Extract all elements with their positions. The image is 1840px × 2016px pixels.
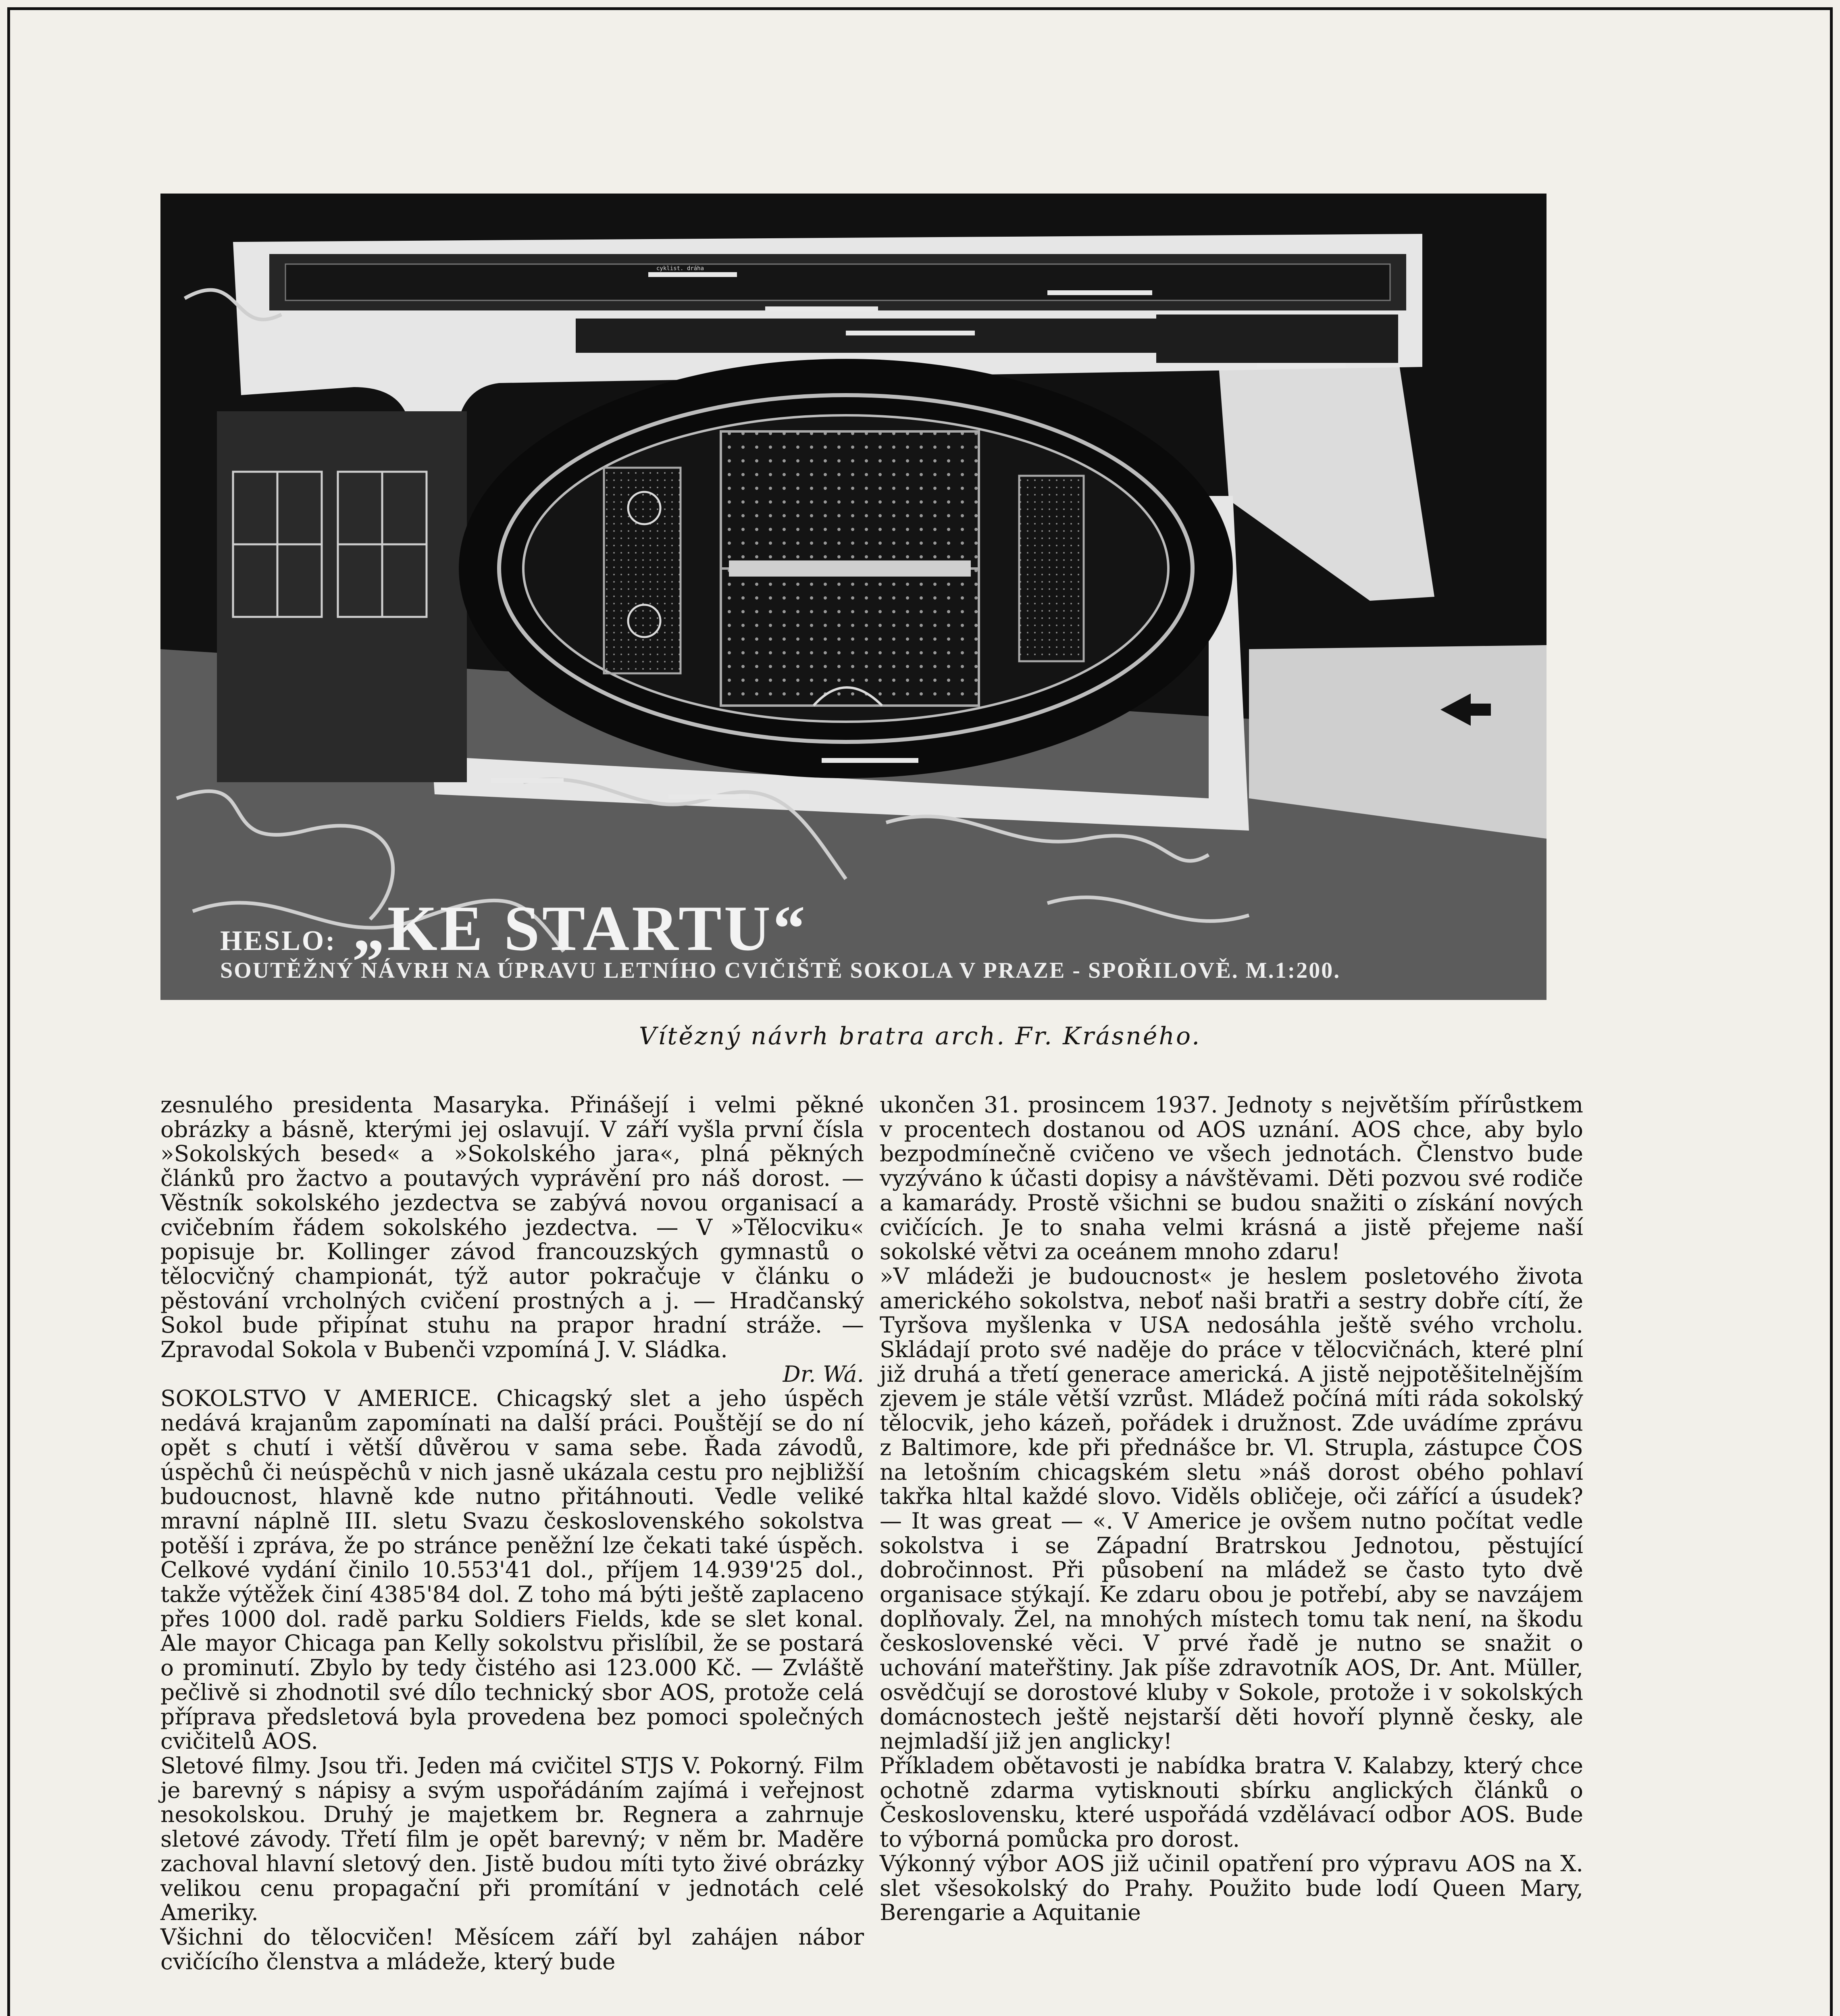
paragraph: »V mládeži je budoucnost« je heslem posletového života amerického sokolstva, neboť naši bratři a sestry dobře cítí, že Tyršova myšlenka v USA nedosáhla ještě svého vrcholu. Skládají proto své naděje do práce v tělocvičnách, které plní již druhá a třetí generace americká. A jistě nejpotěšitelnějším zjevem je stále větší vzrůst. Mládež počíná míti ráda sokolský tělocvik, jeho kázeň, pořádek i družnost. Zde uvádíme zprávu z Baltimore, kde při přednášce br. Vl. Strupla, zástupce ČOS na letošním chicagském sletu »náš dorost obého pohlaví takřka hltal každé slovo. Viděls obličeje, oči zářící a úsudek? — It was great — «. V Americe je ovšem nutno počítat vedle sokolstva i se Západní Bratrskou Jednotou, pěstující dobročinnost. Při působení na mládež se často tyto dvě organisace stýkají. Ke zdaru obou je potřebí, aby se navzájem doplňovaly. Žel, na mnohých místech tomu tak není, na škodu československé věci. V prvé řadě je nutno se snažit o uchování mateřštiny. Jak píše zdravotník AOS, Dr. Ant. Müller, osvědčují se dorostové kluby v Sokole, protože i v sokolských domácnostech ještě nejstarší děti hovoří plynně česky, ale nejmladší již jen anglicky!	[880, 1263, 1583, 1754]
site-plan-drawing	[160, 194, 1547, 1000]
right-column	[880, 1093, 1583, 1925]
paragraph: SOKOLSTVO V AMERICE. Chicagský slet a jeho úspěch nedává krajanům zapomínati na další práci. Pouštějí se do ní opět s chutí i větší důvěrou v sama sebe. Řada závodů, úspěchů či neúspěchů v nich jasně ukázala cestu pro nejbližší budoucnost, hlavně kde nutno přitáhnouti. Vedle veliké mravní náplně III. sletu Svazu československého sokolstva potěší i zpráva, že po stránce peněžní lze čekati také úspěch. Celkové vydání činilo 10.553'41 dol., příjem 14.939'25 dol., takže výtěžek činí 4385'84 dol. Z toho má býti ještě zaplaceno přes 1000 dol. radě parku Soldiers Fields, kde se slet konal. Ale mayor Chicaga pan Kelly sokolstvu přislíbil, že se postará o prominutí. Zbylo by tedy čistého asi 123.000 Kč. — Zvláště pečlivě si zhodnotil své dílo technický sbor AOS, protože celá příprava předsletová byla provedena bez pomoci společných cvičitelů AOS.	[160, 1385, 864, 1754]
plan-subtitle: SOUTĚŽNÝ NÁVRH NA ÚPRAVU LETNÍHO CVIČIŠTĚ SOKOLA V PRAZE - SPOŘILOVĚ. M.1:200.	[220, 958, 1341, 983]
motto-text: „KE STARTU“	[352, 892, 808, 964]
paragraph: Všichni do tělocvičen! Měsícem září byl zahájen nábor cvičícího členstva a mládeže, který bude	[160, 1924, 864, 1974]
left-column	[160, 1093, 864, 1974]
author-signature: Dr. Wá.	[783, 1361, 864, 1387]
svg-text:cyklist. dráha: cyklist. dráha	[656, 265, 704, 272]
figure-caption: Vítězný návrh bratra arch. Fr. Krásného.	[639, 1022, 1201, 1050]
paragraph: Příkladem obětavosti je nabídka bratra V. Kalabzy, který chce ochotně zdarma vytisknouti sbírku anglických článků o Československu, které uspořádá vzdělávací odbor AOS. Bude to výborná pomůcka pro dorost.	[880, 1752, 1583, 1852]
motto-heading	[220, 891, 808, 966]
paragraph: zesnulého presidenta Masaryka. Přinášejí i velmi pěkné obrázky a básně, kterými jej oslavují. V září vyšla první čísla »Sokolských besed« a »Sokolského jara«, plná pěkných článků pro žactvo a poutavých vyprávění pro náš dorost. — Věstník sokolského jezdectva se zabývá novou organisací a cvičebním řádem sokolského jezdectva. — V »Tělocviku« popisuje br. Kollinger závod francouzských gymnastů o tělocvičný championát, týž autor pokračuje v článku o pěstování vrcholných cvičení prostných a j. — Hradčanský Sokol bude připínat stuhu na prapor hradní stráže. — Zpravodal Sokola v Bubenči vzpomíná J. V. Sládka.	[160, 1092, 864, 1363]
architectural-plan-photo	[160, 194, 1547, 1000]
paragraph: Výkonný výbor AOS již učinil opatření pro výpravu AOS na X. slet všesokolský do Prahy. Použito bude lodí Queen Mary, Berengarie a Aquitanie	[880, 1850, 1583, 1926]
paragraph: Sletové filmy. Jsou tři. Jeden má cvičitel STJS V. Pokorný. Film je barevný s nápisy a svým uspořádáním zajímá i veřejnost nesokolskou. Druhý je majetkem br. Regnera a zahrnuje sletové závody. Třetí film je opět barevný; v něm br. Maděre zachoval hlavní sletový den. Jistě budou míti tyto živé obrázky velikou cenu propagační při promítání v jednotách celé Ameriky.	[160, 1752, 864, 1926]
heslo-label: HESLO:	[220, 925, 337, 956]
paragraph: ukončen 31. prosincem 1937. Jednoty s největším přírůstkem v procentech dostanou od AOS uznání. AOS chce, aby bylo bezpodmínečně cvičeno ve všech jednotách. Členstvo bude vyzýváno k účasti dopisy a návštěvami. Děti pozvou své rodiče a kamarády. Prostě všichni se budou snažiti o získání nových cvičících. Je to snaha velmi krásná a jistě přejeme naší sokolské větvi za oceánem mnoho zdaru!	[880, 1092, 1583, 1265]
